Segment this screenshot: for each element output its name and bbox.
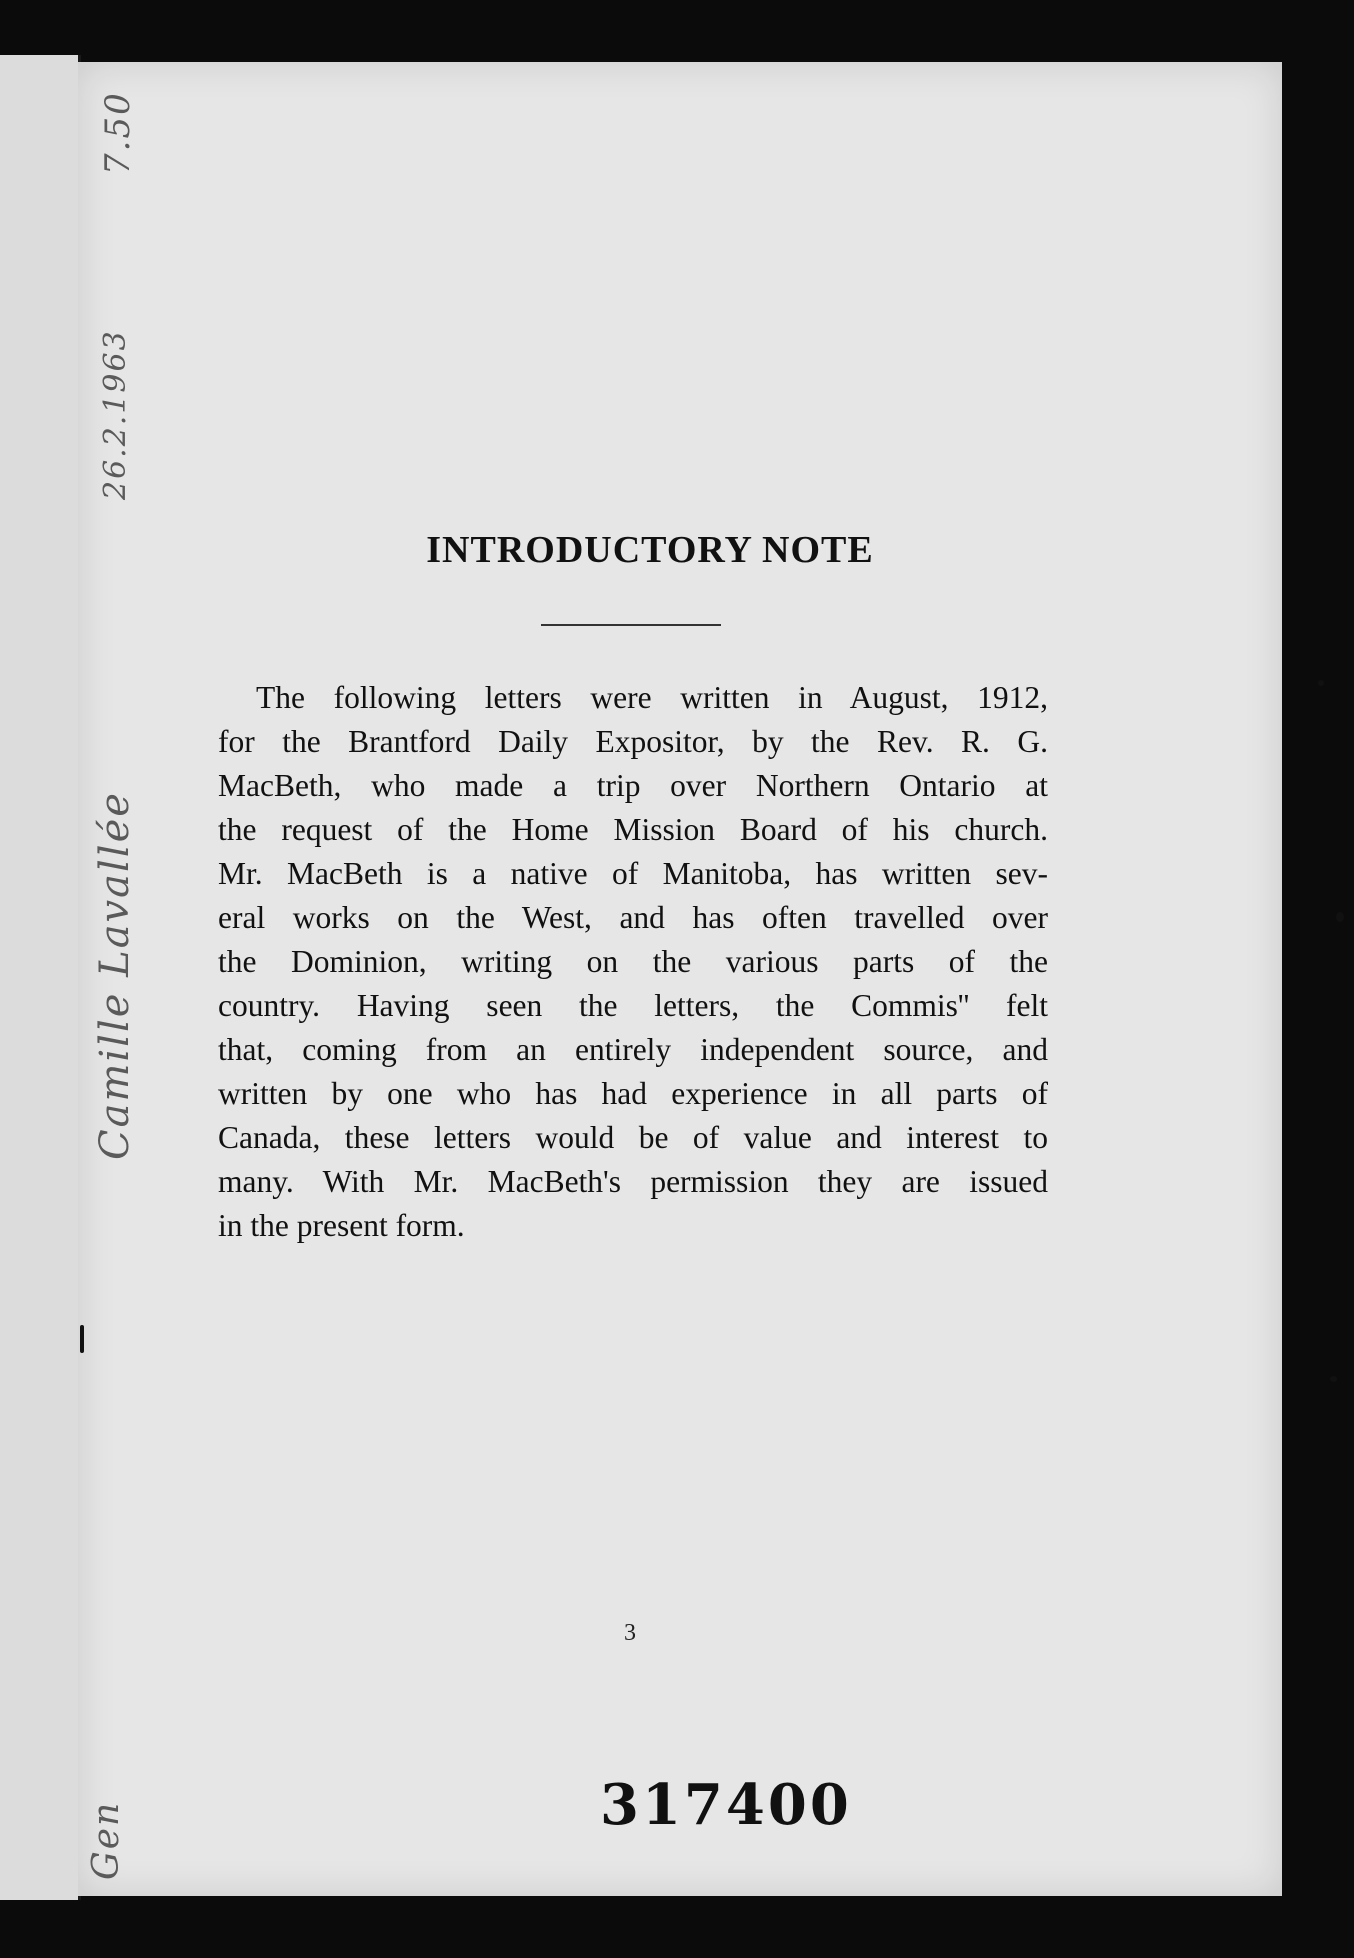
text-line: Mr. MacBeth is a native of Manitoba, has written sev- [218,856,1048,891]
text-line: in the present form. [218,1208,465,1243]
scan-speck [1330,1376,1337,1382]
margin-price-note: 7.50 [98,91,138,175]
text-line: MacBeth, who made a trip over Northern Ontario at [218,768,1048,803]
body-paragraph [218,676,1048,1248]
accession-stamp-number: 317400 [600,1772,852,1838]
scan-speck [1336,912,1344,922]
margin-date-note: 26.2.1963 [98,329,133,500]
text-line: the request of the Home Mission Board of his church. [218,812,1048,847]
margin-name-note: Camille Lavallée [92,791,138,1160]
text-line: for the Brantford Daily Expositor, by the Rev. R. G. [218,724,1048,759]
text-line: country. Having seen the letters, the Commis'' felt [218,988,1048,1023]
text-line: that, coming from an entirely independent source, and [218,1032,1048,1067]
text-line: The following letters were written in August, 1912, [256,680,1048,715]
scan-speck [80,1325,84,1353]
text-line: eral works on the West, and has often travelled over [218,900,1048,935]
text-line: many. With Mr. MacBeth's permission they are issued [218,1164,1048,1199]
text-line: written by one who has had experience in all parts of [218,1076,1048,1111]
scan-speck [1318,680,1324,686]
title-divider [541,624,721,626]
left-margin-strip [0,55,81,1900]
margin-gen-note: Gen [86,1800,127,1880]
page-title: INTRODUCTORY NOTE [426,529,874,571]
text-line: the Dominion, writing on the various parts of the [218,944,1048,979]
page-number: 3 [624,1620,636,1646]
text-line: Canada, these letters would be of value and interest to [218,1120,1048,1155]
